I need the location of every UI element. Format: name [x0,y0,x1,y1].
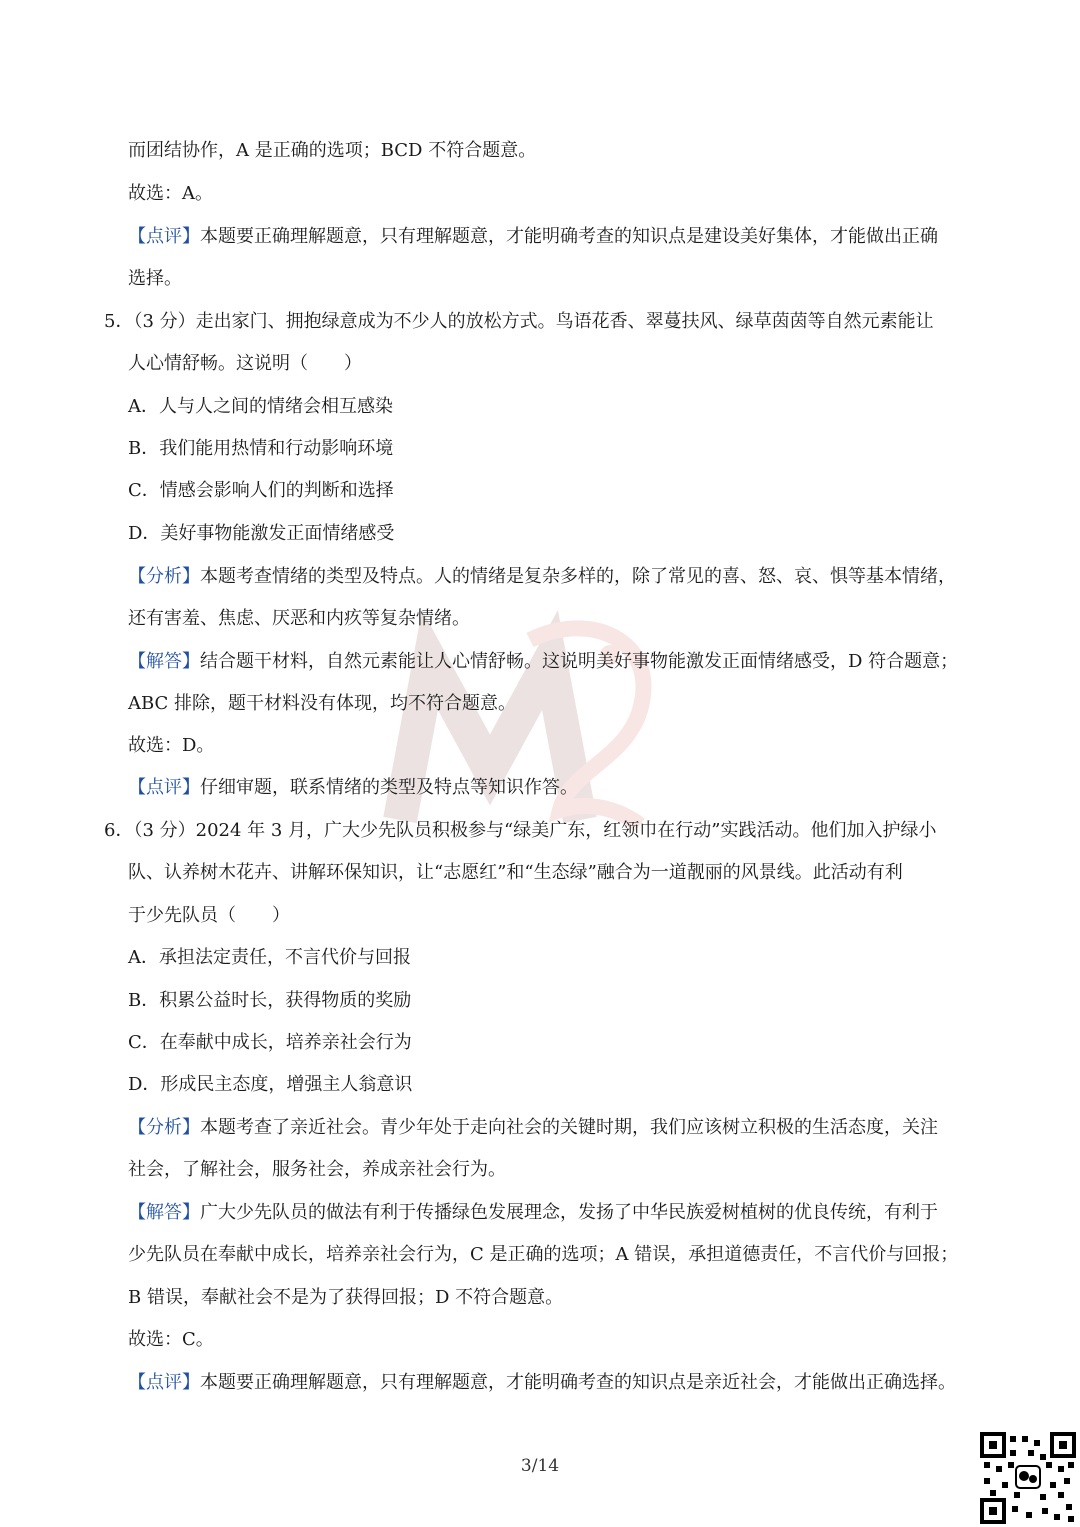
q4-solution-tail: 而团结协作，A 是正确的选项；BCD 不符合题意。 [128,140,537,161]
q6-stem-2: 队、认养树木花卉、讲解环保知识，让“志愿红”和“生态绿”融合为一道靓丽的风景线。此活动有利 [128,862,903,883]
analysis-tag: 【分析】 [128,566,200,587]
q5-option-d: D．美好事物能激发正面情绪感受 [128,523,395,544]
q5-review [128,775,578,801]
q6-option-c: C．在奉献中成长，培养亲社会行为 [128,1032,412,1053]
q6-analysis-text-1: 本题考查了亲近社会。青少年处于走向社会的关键时期，我们应该树立积极的生活态度，关注 [200,1117,938,1138]
q4-review-text-2: 选择。 [128,268,182,289]
q5-option-a: A．人与人之间的情绪会相互感染 [128,396,393,417]
review-tag: 【点评】 [128,1372,200,1393]
q6-answer: 故选：C。 [128,1329,214,1350]
watermark-logo [360,600,680,840]
q6-review-text: 本题要正确理解题意，只有理解题意，才能明确考查的知识点是亲近社会，才能做出正确选择。 [200,1372,956,1393]
q5-analysis-text-2: 还有害羞、焦虑、厌恶和内疚等复杂情绪。 [128,608,470,629]
review-tag: 【点评】 [128,777,200,798]
q6-analysis [128,1115,938,1141]
q6-stem-1: 6．（3 分）2024 年 3 月，广大少先队员积极参与“绿美广东，红领巾在行动”实践活动。他们加入护绿小 [104,820,937,841]
q5-option-b: B．我们能用热情和行动影响环境 [128,438,394,459]
q4-review [128,224,938,250]
q5-review-text: 仔细审题，联系情绪的类型及特点等知识作答。 [200,777,578,798]
q6-solution-text-2: 少先队员在奉献中成长，培养亲社会行为，C 是正确的选项；A 错误，承担道德责任，不言代价与回报； [128,1244,959,1265]
analysis-tag: 【分析】 [128,1117,200,1138]
q4-answer: 故选：A。 [128,183,213,204]
q6-review [128,1370,956,1396]
q6-solution-text-1: 广大少先队员的做法有利于传播绿色发展理念，发扬了中华民族爱树植树的优良传统，有利于 [200,1202,938,1223]
q5-analysis [128,564,956,590]
q5-answer: 故选：D。 [128,735,215,756]
q6-analysis-text-2: 社会，了解社会，服务社会，养成亲社会行为。 [128,1159,506,1180]
q5-option-c: C．情感会影响人们的判断和选择 [128,480,394,501]
solution-tag: 【解答】 [128,1202,200,1223]
review-tag: 【点评】 [128,226,200,247]
q6-solution [128,1200,938,1226]
q6-option-b: B．积累公益时长，获得物质的奖励 [128,990,412,1011]
q4-review-text-1: 本题要正确理解题意，只有理解题意，才能明确考查的知识点是建设美好集体，才能做出正确 [200,226,938,247]
q5-stem-1: 5．（3 分）走出家门、拥抱绿意成为不少人的放松方式。鸟语花香、翠蔓扶风、绿草茵茵等自然元素能让 [104,311,934,332]
q5-stem-2: 人心情舒畅。这说明（ ） [128,353,362,374]
q5-solution-text-1: 结合题干材料，自然元素能让人心情舒畅。这说明美好事物能激发正面情绪感受，D 符合题意； [200,651,959,672]
q6-solution-text-3: B 错误，奉献社会不是为了获得回报；D 不符合题意。 [128,1287,564,1308]
q5-solution-text-2: ABC 排除，题干材料没有体现，均不符合题意。 [128,693,517,714]
q5-solution [128,649,958,675]
qr-code-icon [980,1432,1076,1524]
q6-stem-3: 于少先队员（ ） [128,905,290,926]
page-number: 3/14 [520,1456,560,1476]
q5-analysis-text-1: 本题考查情绪的类型及特点。人的情绪是复杂多样的，除了常见的喜、怒、哀、惧等基本情绪， [200,566,956,587]
q6-option-d: D．形成民主态度，增强主人翁意识 [128,1074,413,1095]
q6-option-a: A．承担法定责任，不言代价与回报 [128,947,411,968]
solution-tag: 【解答】 [128,651,200,672]
